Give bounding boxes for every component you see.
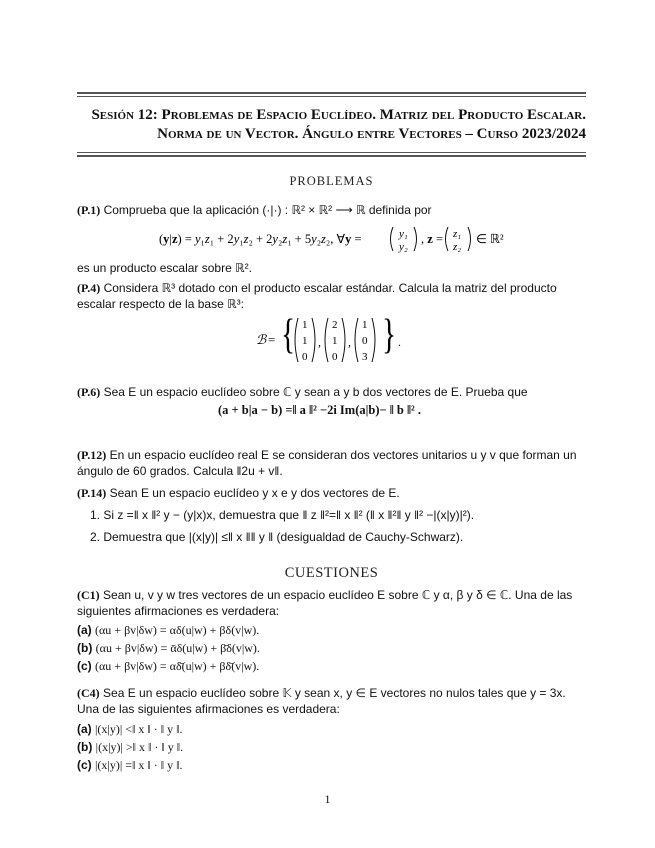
- svg-text:}: }: [382, 310, 397, 358]
- c4-label: (C4): [77, 686, 100, 700]
- problem-p14: [77, 485, 587, 501]
- p1-label: (P.1): [77, 203, 101, 217]
- title-line-1: Sesión 12: Problemas de Espacio Euclídeo. Matriz del Producto Escalar.: [91, 107, 586, 123]
- c1-option-b: [77, 640, 587, 656]
- svg-text:z₂: z₂: [453, 241, 462, 253]
- svg-text:,: ,: [348, 335, 351, 349]
- header-top-rule-thin: [77, 96, 586, 97]
- c1-option-b-letter: (b): [77, 641, 93, 655]
- c4-option-c-text: |(x|y)| =‖ x ‖ · ‖ y ‖.: [95, 758, 183, 772]
- svg-text:1: 1: [332, 335, 338, 347]
- title-line-2: Norma de un Vector. Ángulo entre Vectores – Curso 2023/2024: [157, 126, 586, 142]
- p12-text: En un espacio euclídeo real E se consideran dos vectores unitarios u y v que forman un ángulo de 60 grados. Calcula ‖2u + v‖.: [77, 448, 577, 478]
- problem-p12: [77, 447, 587, 479]
- svg-text:y₁: y₁: [399, 228, 408, 240]
- problem-p6: [77, 384, 587, 400]
- p6-formula: (a + b|a − b) =‖ a ‖² −2i Im(a|b)− ‖ b ‖² .: [218, 403, 422, 417]
- page-number: 1: [324, 792, 331, 806]
- problems-heading: PROBLEMAS: [289, 174, 374, 188]
- c1-option-a-text: (αu + βv|δw) = αδ(u|w) + βδ(v|w).: [95, 623, 260, 637]
- svg-text:ℬ: ℬ: [256, 332, 267, 347]
- c4-option-a: [77, 721, 587, 737]
- c4-option-b-letter: (b): [77, 740, 93, 754]
- p14-item-1: 1. Si z =‖ x ‖² y − (y|x)x, demuestra que ‖ z ‖²=‖ x ‖² (‖ x ‖²‖ y ‖² −|(x|y)|²).: [90, 508, 475, 522]
- p14-text: Sean E un espacio euclídeo y x e y dos vectores de E.: [109, 486, 400, 500]
- c1-option-c: [77, 658, 587, 674]
- p6-text: Sea E un espacio euclídeo sobre ℂ y sean a y b dos vectores de E. Prueba que: [103, 385, 528, 399]
- c4-text: Sea E un espacio euclídeo sobre 𝕂 y sean x, y ∈ E vectores no nulos tales que y = 3x. Una de las siguientes afirmaciones es verdadera:: [77, 686, 566, 716]
- header-bottom-rule-thin: [77, 152, 586, 153]
- c1-option-a: [77, 622, 587, 638]
- c1-option-a-letter: (a): [77, 623, 92, 637]
- p6-label: (P.6): [77, 385, 101, 399]
- c4-option-a-letter: (a): [77, 722, 92, 736]
- svg-text:=: =: [268, 332, 276, 347]
- c4-option-c-letter: (c): [77, 758, 92, 772]
- p1-text: Comprueba que la aplicación (·|·) : ℝ² × ℝ² ⟶ ℝ definida por: [103, 203, 432, 217]
- svg-text:1: 1: [302, 319, 308, 331]
- p4-basis: [256, 312, 406, 372]
- svg-text:0: 0: [362, 335, 368, 347]
- problem-p1: [77, 202, 587, 218]
- c4-option-a-text: |(x|y)| <‖ x ‖ · ‖ y ‖.: [95, 722, 183, 736]
- c1-option-c-text: (αu + βv|δw) = αδ̄(u|w) + βδ̄(v|w).: [95, 659, 260, 673]
- svg-text:(y|z) = y₁z₁ + 2y₁z₂ + 2y₂z₁ +: (y|z) = y₁z₁ + 2y₁z₂ + 2y₂z₁ + 5y₂z₂, ∀y =: [159, 232, 362, 246]
- question-c4: [77, 685, 587, 717]
- svg-text:∈ ℝ²: ∈ ℝ²: [476, 232, 504, 246]
- c1-option-b-text: (αu + βv|δw) = ᾱδ(u|w) + β̄δ(v|w).: [95, 641, 260, 655]
- header-bottom-rule: [77, 155, 586, 157]
- p1-formula-svg: [159, 223, 504, 255]
- c4-option-c: [77, 757, 587, 773]
- svg-text:.: .: [398, 335, 401, 349]
- c4-option-b: [77, 739, 587, 755]
- svg-text:1: 1: [302, 335, 308, 347]
- question-c1: [77, 587, 587, 619]
- svg-text:{: {: [281, 310, 296, 358]
- header-top-rule: [77, 92, 586, 94]
- p14-label: (P.14): [77, 486, 107, 500]
- svg-text:z₁: z₁: [453, 228, 462, 240]
- p14-item-2: 2. Demuestra que |(x|y)| ≤‖ x ‖‖ y ‖ (desigualdad de Cauchy-Schwarz).: [90, 530, 464, 544]
- svg-text:3: 3: [362, 351, 368, 363]
- c1-label: (C1): [77, 588, 100, 602]
- p4-label: (P.4): [77, 281, 101, 295]
- p4-basis-svg: [256, 312, 406, 368]
- svg-text:,: ,: [318, 335, 321, 349]
- svg-text:, z =: , z =: [421, 232, 443, 246]
- c1-text: Sean u, v y w tres vectores de un espacio euclídeo E sobre ℂ y α, β y δ ∈ ℂ. Una de las siguientes afirmaciones es verdadera:: [77, 588, 573, 618]
- svg-text:y₂: y₂: [399, 241, 408, 253]
- p1-conclusion: es un producto escalar sobre ℝ².: [77, 261, 252, 275]
- svg-text:0: 0: [302, 351, 308, 363]
- c4-option-b-text: |(x|y)| >‖ x ‖ · ‖ y ‖.: [95, 740, 184, 754]
- problem-p4: [77, 280, 587, 312]
- p12-label: (P.12): [77, 448, 107, 462]
- questions-heading: CUESTIONES: [284, 565, 379, 581]
- svg-text:1: 1: [362, 319, 368, 331]
- p4-text: Considera ℝ³ dotado con el producto escalar estándar. Calcula la matriz del producto escalar respecto de la base ℝ³:: [77, 281, 557, 311]
- svg-text:2: 2: [332, 319, 338, 331]
- svg-text:0: 0: [332, 351, 338, 363]
- c1-option-c-letter: (c): [77, 659, 92, 673]
